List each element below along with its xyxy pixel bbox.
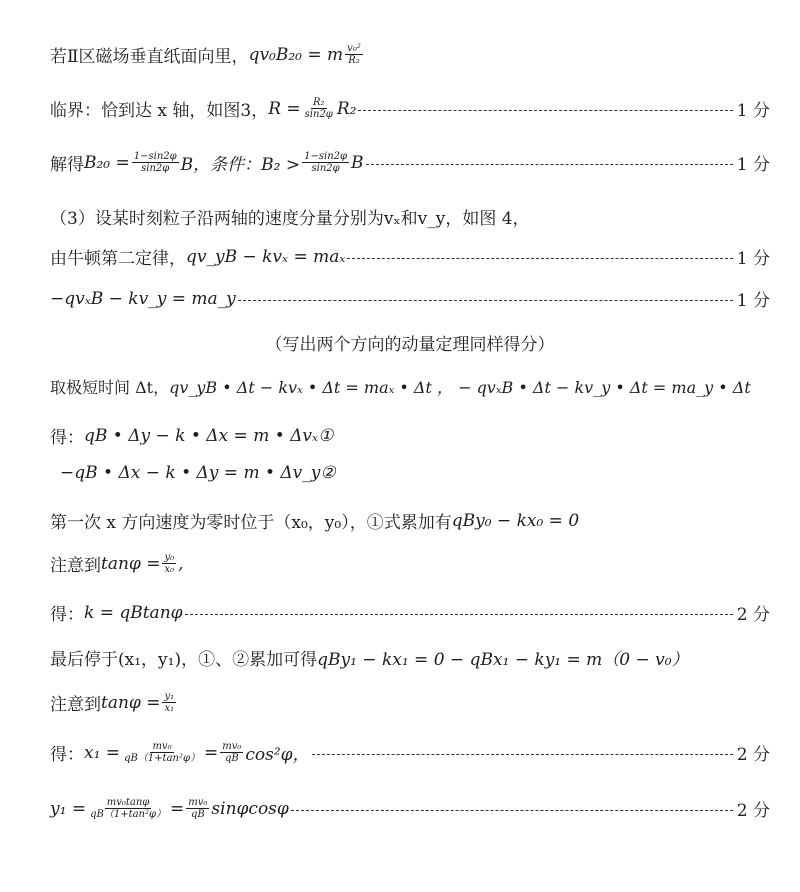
line-text: 得： bbox=[50, 745, 84, 765]
solution-line bbox=[60, 463, 770, 483]
score-label: 1 分 bbox=[736, 101, 770, 121]
score-label: 1 分 bbox=[736, 291, 770, 311]
formula: B₂₀ = bbox=[84, 152, 130, 173]
formula-tail: = bbox=[170, 798, 185, 819]
dashed-leader bbox=[366, 164, 733, 165]
formula: k = qBtanφ bbox=[84, 602, 183, 623]
formula: qB • Δy − k • Δx = m • Δvₓ① bbox=[84, 425, 334, 446]
solution-line bbox=[50, 204, 770, 229]
formula: qv₀B₂₀ = m bbox=[248, 44, 344, 65]
fraction: $\frac{\text{R₂}}{\sin 2\varphi}$ bbox=[304, 97, 333, 120]
formula-tail: B，条件：B₂ > bbox=[180, 155, 301, 175]
formula-tail: = bbox=[204, 742, 219, 763]
formula-tail: , bbox=[178, 553, 184, 574]
line-text: （3）设某时刻粒子沿两轴的速度分量分别为vₓ和v_y，如图 4， bbox=[50, 209, 530, 229]
fraction: $\frac{\text{mv₀tanφ}}{\text{qB（1+tan²φ）}}$ bbox=[90, 797, 167, 820]
formula: −qB • Δx − k • Δy = m • Δv_y② bbox=[60, 463, 336, 483]
dashed-leader bbox=[238, 300, 733, 301]
formula-tail: sinφcosφ bbox=[211, 798, 289, 819]
score-label: 2 分 bbox=[736, 801, 770, 821]
solution-line bbox=[50, 551, 770, 576]
solution-line bbox=[50, 330, 770, 355]
formula: −qvₓB − kv_y = ma_y bbox=[50, 288, 236, 309]
line-text: 解得 bbox=[50, 155, 84, 175]
formula-tail: cos²φ， bbox=[245, 745, 310, 765]
score-label: 1 分 bbox=[736, 249, 770, 269]
solution-line bbox=[50, 375, 770, 398]
dashed-leader bbox=[358, 110, 732, 111]
score-label: 2 分 bbox=[736, 605, 770, 625]
fraction: $\frac{\text{v₀²}}{\text{R₂}}$ bbox=[347, 43, 361, 66]
line-text: 注意到 bbox=[50, 695, 101, 715]
formula-tail: B bbox=[351, 152, 364, 173]
solution-line bbox=[50, 286, 770, 311]
formula: qBy₁ − kx₁ = 0 − qBx₁ − ky₁ = m（0 − v₀） bbox=[317, 650, 689, 670]
solution-line bbox=[50, 42, 770, 67]
fraction: $\frac{\text{y₀}}{\text{x₀}}$ bbox=[164, 552, 175, 575]
score-label: 1 分 bbox=[736, 155, 770, 175]
line-text: 由牛顿第二定律， bbox=[50, 249, 186, 269]
dashed-leader bbox=[312, 754, 733, 755]
fraction: $\frac{\text{mv₀}}{qB}$ bbox=[222, 741, 242, 764]
line-text: 得： bbox=[50, 605, 84, 625]
solution-line bbox=[50, 740, 770, 765]
solution-line bbox=[50, 508, 770, 533]
solution-line bbox=[50, 96, 770, 121]
score-label: 2 分 bbox=[736, 745, 770, 765]
solution-line bbox=[50, 796, 770, 821]
solution-line bbox=[50, 423, 770, 448]
solution-line bbox=[50, 600, 770, 625]
line-text: 注意到 bbox=[50, 556, 101, 576]
solution-line bbox=[50, 244, 770, 269]
formula: y₁ = bbox=[50, 798, 87, 819]
dashed-leader bbox=[347, 258, 732, 259]
formula-tail: R₂ bbox=[336, 98, 357, 119]
solution-line bbox=[50, 645, 770, 670]
solution-line bbox=[50, 690, 770, 715]
formula: tanφ = bbox=[101, 553, 161, 574]
formula: tanφ = bbox=[101, 692, 161, 713]
fraction: $\frac{\text{y₁}}{\text{x₁}}$ bbox=[164, 691, 175, 714]
formula: qv_yB • Δt − kvₓ • Δt = maₓ • Δt ， − qvₓB • Δt − kv_y • Δt = ma_y • Δt bbox=[169, 378, 751, 397]
fraction: $\frac{1-\sin 2\varphi}{\sin 2\varphi}$ bbox=[304, 151, 348, 174]
line-text: 最后停于(x₁，y₁)，①、②累加可得 bbox=[50, 650, 318, 670]
formula: x₁ = bbox=[84, 742, 121, 763]
formula: qBy₀ − kx₀ = 0 bbox=[451, 510, 580, 531]
solution-line bbox=[50, 150, 770, 175]
line-text: 若Ⅱ区磁场垂直纸面向里， bbox=[50, 47, 249, 67]
dashed-leader bbox=[291, 810, 733, 811]
fraction: $\frac{\text{mv₀}}{\text{qB（1+tan²φ）}}$ bbox=[124, 741, 200, 764]
formula: qv_yB − kvₓ = maₓ bbox=[186, 246, 346, 267]
line-text: 临界：恰到达 x 轴，如图3， bbox=[50, 101, 269, 121]
fraction: $\frac{\text{mv₀}}{qB}$ bbox=[188, 797, 208, 820]
line-text: 第一次 x 方向速度为零时位于（x₀，y₀），①式累加有 bbox=[50, 513, 452, 533]
line-text: （写出两个方向的动量定理同样得分） bbox=[265, 335, 555, 355]
formula: R = bbox=[268, 98, 301, 119]
fraction: $\frac{1-\sin 2\varphi}{\sin 2\varphi}$ bbox=[133, 151, 177, 174]
line-text: 得： bbox=[50, 428, 84, 448]
line-text: 取极短时间 Δt， bbox=[50, 378, 170, 397]
dashed-leader bbox=[185, 614, 733, 615]
